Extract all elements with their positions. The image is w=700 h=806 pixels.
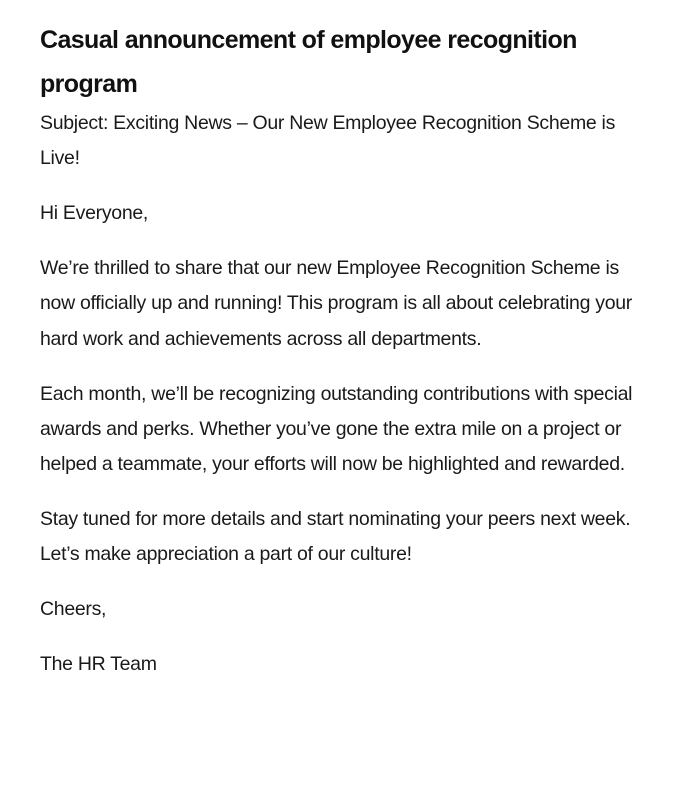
email-subject: Subject: Exciting News – Our New Employee Recognition Scheme is Live!	[40, 112, 616, 170]
body-paragraph: Stay tuned for more details and start nominating your peers next week. Let’s make appreciation a part of our culture!	[40, 508, 631, 566]
body-paragraph: We’re thrilled to share that our new Employee Recognition Scheme is now officially up and running! This program is all about celebrating your hard work and achievements across all departments.	[40, 257, 632, 350]
signature: The HR Team	[40, 653, 157, 676]
document-title: Casual announcement of employee recognition program	[40, 26, 577, 98]
body-paragraph: Each month, we’ll be recognizing outstanding contributions with special awards and perks. Whether you’ve gone the extra mile on a project or helped a teammate, your efforts will now be highlighted and rewarded.	[40, 382, 633, 476]
closing: Cheers,	[40, 598, 107, 621]
greeting: Hi Everyone,	[40, 202, 149, 225]
